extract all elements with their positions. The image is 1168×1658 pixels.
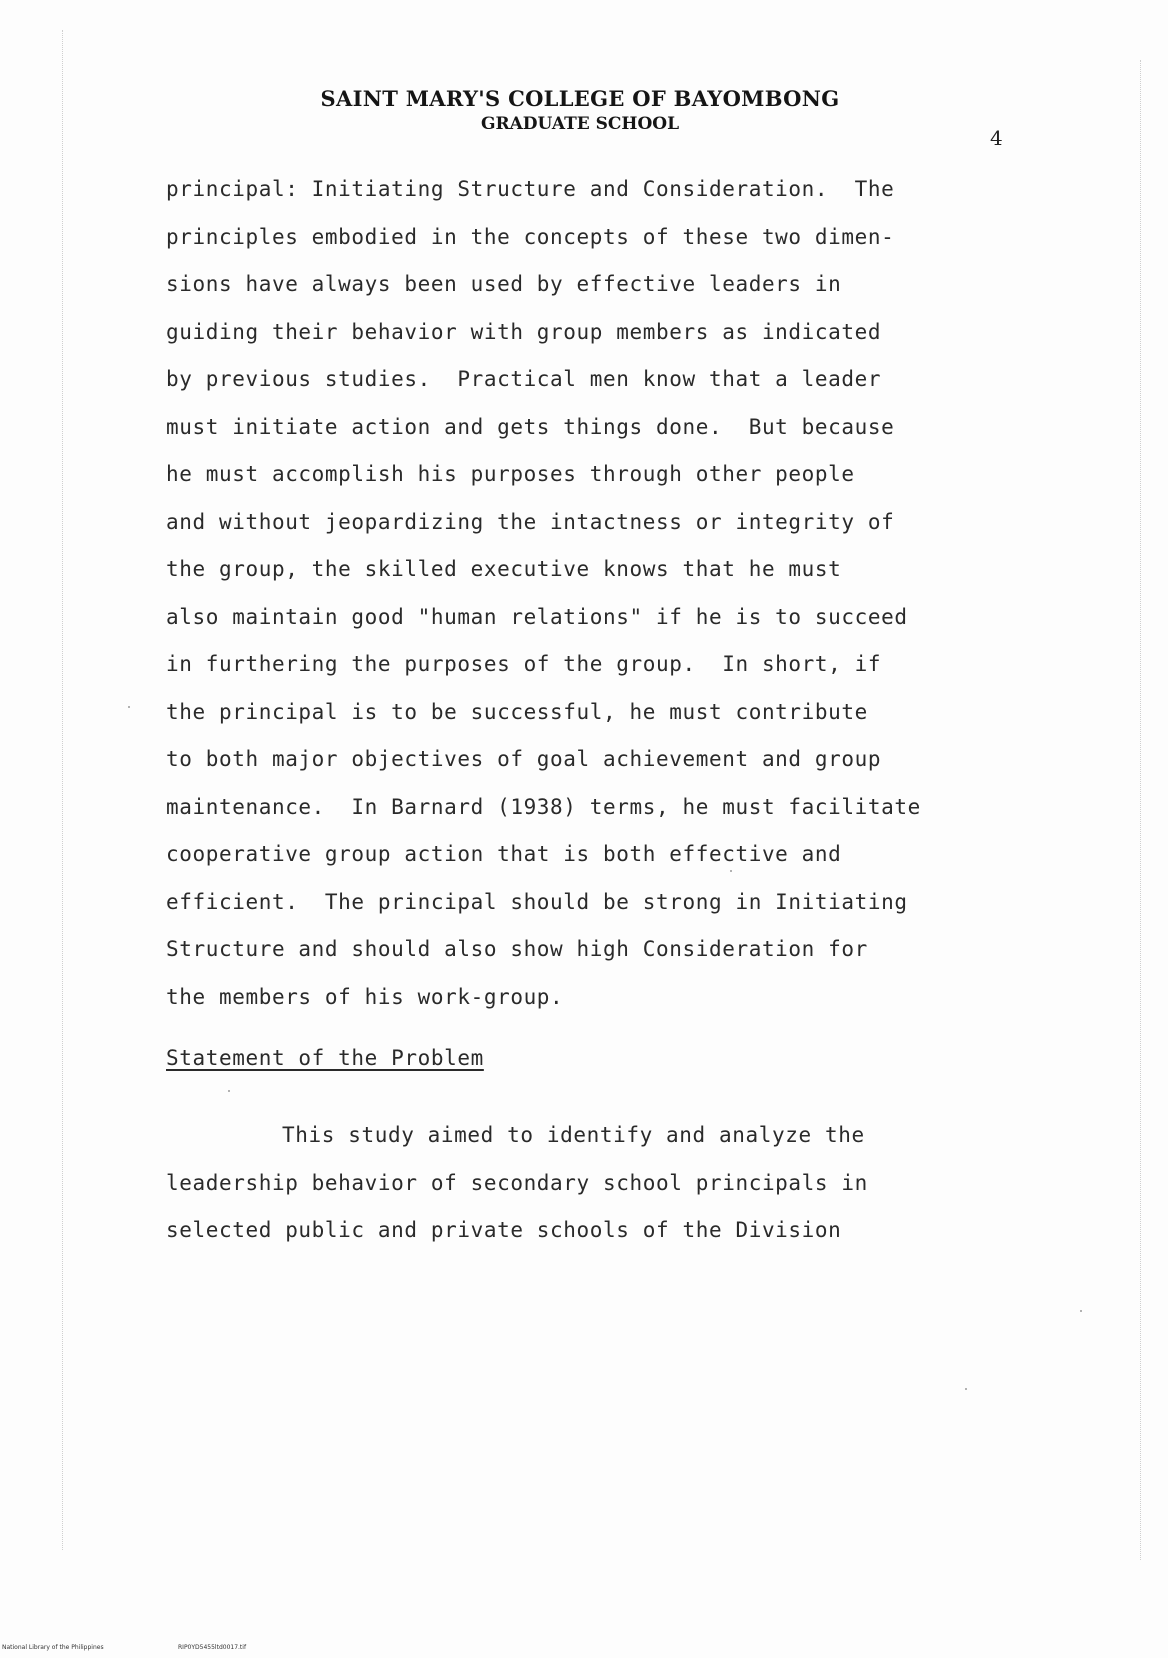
text-line: Structure and should also show high Consideration for	[166, 937, 868, 961]
scan-speck	[1080, 1310, 1082, 1312]
footer-filename: RIP0YD5455ltd0017.tif	[178, 1644, 247, 1651]
text-line: by previous studies. Practical men know that a leader	[166, 367, 882, 391]
text-line: sions have always been used by effective leaders in	[166, 272, 842, 296]
text-line: selected public and private schools of the Division	[166, 1218, 842, 1242]
text-line: principal: Initiating Structure and Consideration. The	[166, 177, 895, 201]
text-line: principles embodied in the concepts of these two dimen-	[166, 224, 895, 249]
text-line: in furthering the purposes of the group. In short, if	[166, 652, 882, 676]
scan-speck	[228, 1090, 230, 1092]
school-subtitle: GRADUATE SCHOOL	[480, 114, 680, 134]
page-number: 4	[990, 126, 1003, 150]
text-line: also maintain good "human relations" if he is to succeed	[166, 604, 908, 629]
footer-library: National Library of the Philippines	[2, 1644, 104, 1651]
text-line: the principal is to be successful, he must contribute	[166, 699, 868, 724]
text-line: guiding their behavior with group members as indicated	[166, 319, 882, 344]
paragraph-1	[166, 166, 1046, 1021]
text-line: efficient. The principal should be strong in Initiating	[166, 889, 908, 914]
text-line: and without jeopardizing the intactness or integrity of	[166, 509, 895, 534]
left-edge-noise	[62, 30, 66, 1550]
text-line: the members of his work-group.	[166, 984, 564, 1009]
text-line: he must accomplish his purposes through other people	[166, 462, 855, 486]
text-line: This study aimed to identify and analyze the	[282, 1123, 865, 1147]
paragraph-2	[166, 1112, 1046, 1255]
text-line: maintenance. In Barnard (1938) terms, he must facilitate	[166, 794, 921, 819]
section-heading: Statement of the Problem	[166, 1046, 484, 1070]
institution-title: SAINT MARY'S COLLEGE OF BAYOMBONG	[320, 86, 840, 111]
text-line: to both major objectives of goal achievement and group	[166, 747, 882, 771]
text-line: cooperative group action that is both effective and	[166, 842, 842, 866]
text-line: the group, the skilled executive knows that he must	[166, 557, 842, 581]
text-line: leadership behavior of secondary school principals in	[166, 1170, 868, 1195]
right-edge-noise	[1140, 60, 1144, 1560]
scan-speck	[128, 706, 130, 708]
scan-speck	[965, 1388, 967, 1390]
text-line: must initiate action and gets things done. But because	[166, 414, 895, 439]
